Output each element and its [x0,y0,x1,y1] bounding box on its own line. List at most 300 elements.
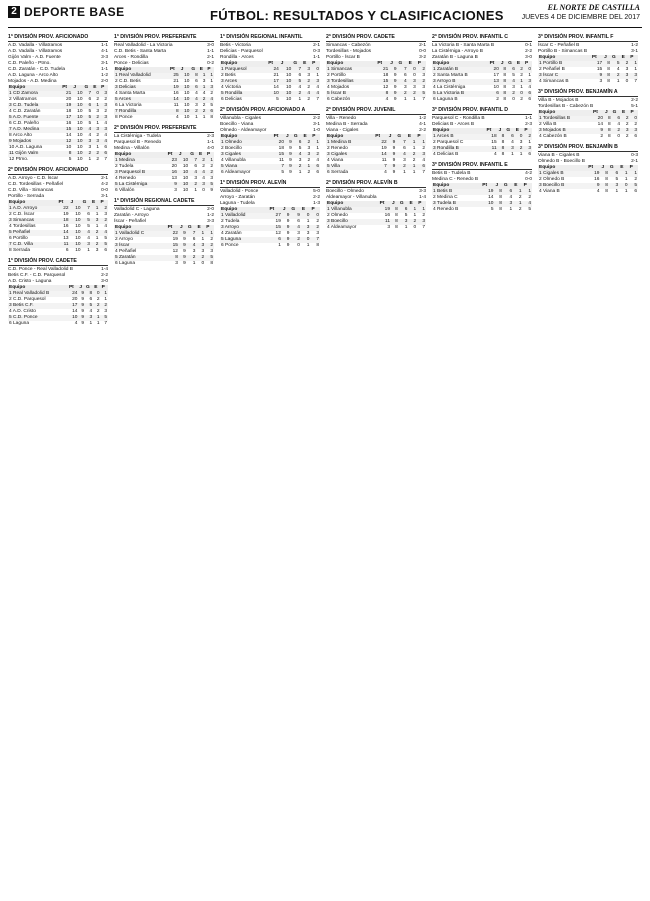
table-cell: 1 [278,243,281,248]
table-header-cell: P [310,207,320,213]
table-cell: 18 [382,73,389,78]
table-cell: 5 [85,303,93,309]
table-cell: 2 [515,146,524,152]
match-teams: C.D. Paleño - Ptmo. [8,61,51,66]
table-cell: 1 [407,164,417,170]
table-cell: 1 [199,73,207,79]
table-cell: 10 A.D. Laguna [9,145,43,150]
match-score: 2-0 [207,207,214,212]
table-header-cell: Pt [167,152,178,158]
table-cell: 10 [182,164,189,169]
table-row [326,170,426,176]
table-cell: 2 [625,122,629,127]
table-cell: 9 [183,237,186,242]
match-score: 3-3 [207,219,214,224]
table-cell: 22 [167,231,179,237]
table-cell: 1 [413,213,417,218]
table-cell: 1 Valladolid C [114,231,167,237]
table-cell: 4 [88,133,92,138]
table-cell: 3 Arroyo B [432,79,489,85]
table-header-cell: E [619,165,628,171]
table-cell: 1 [407,140,417,146]
table-cell: 2 [311,152,320,158]
match-teams: Valladolid C - Laguna [114,207,160,212]
table-cell: 8 [500,67,507,73]
table-cell: 1 [206,73,214,79]
page-title: FÚTBOL: RESULTADOS Y CLASIFICACIONES [210,8,504,23]
division-title: 1ª DIVISIÓN PROV. ALEVÍN [220,180,320,188]
table-cell: 9 [289,158,292,163]
table-cell: 4 [293,152,303,158]
table-cell: 6 [507,67,516,73]
table-cell: 1 [96,145,100,150]
table-cell: 2 Betis [221,73,236,78]
standings-table [220,134,320,176]
table-cell: 15 [273,152,285,158]
match-score: 4-2 [101,182,108,187]
table-cell: 19 [587,171,600,177]
table-cell: 8 [607,79,610,84]
table-cell: 1 [194,188,197,193]
match-score: 3-1 [313,122,320,127]
table-cell: 9 [78,303,85,309]
table-cell: 2 Portillo [327,73,346,78]
table-cell: 3 [104,309,107,314]
match-score: 4-1 [101,49,108,54]
match-teams: C.D. Ponce - Real Valladolid B [8,267,73,272]
table-header-cell: J [391,201,399,207]
table-cell: 10 [66,145,72,150]
table-row [538,134,638,140]
table-cell: 4 [104,224,107,229]
table-cell: 6 [206,109,214,115]
match-teams: Viana - Cigales [326,128,359,133]
table-cell: 1 Villanubla [326,207,379,213]
match-teams: Portillo - Serrada [8,194,44,199]
match-teams: Boecillo - Olmedo [326,189,364,194]
table-cell: 10 [77,157,83,162]
table-header-cell: E [513,183,522,189]
match-score: 1-1 [101,43,108,48]
match-teams: A.D. Cristo - Laguna [8,279,52,284]
table-cell: 12 [275,231,281,236]
table-cell: 5 Laguna [220,237,268,243]
match-score: 2-3 [525,122,532,127]
table-cell: 1 [196,231,205,237]
table-cell: 4 [596,189,600,194]
table-cell: 13 [63,236,69,241]
table-cell: 0 [93,291,100,297]
match-teams: Boecillo - Viana [220,122,254,127]
table-cell: 15 [596,67,603,72]
match-score: 1-4 [101,267,108,272]
table-cell: 21 [376,67,389,73]
standings-table [432,183,532,213]
table-cell: 0 [201,261,205,266]
table-cell: 1 [87,248,90,253]
match-teams: Laguna - Tudela [220,201,255,206]
table-cell: 2 Parquesol C [433,140,464,145]
table-cell: 20 [72,297,78,302]
table-cell: 5 Zaratán [114,255,167,261]
table-cell: 4 Villanubla [221,158,246,163]
table-cell: 5 [68,157,72,162]
results-column [114,32,214,894]
division-block [8,258,108,327]
table-cell: 3 Boecillo [326,219,379,225]
table-cell: 1 Portillo B [538,61,591,67]
table-cell: 3 [92,127,100,133]
table-header-cell: G [293,134,303,140]
division-block [8,167,108,254]
table-cell: 2 [189,182,198,188]
table-cell: 10 [72,139,83,145]
table-header-cell: J [604,110,612,116]
table-cell: 8 Serrada [9,248,31,253]
table-cell: 4 [302,91,311,97]
table-cell: 2 Peñafiel B [539,67,565,72]
table-cell: 17 [61,115,72,121]
table-cell: 3 [100,103,108,109]
table-cell: 2 [307,85,311,90]
table-cell: 10 [180,85,191,91]
table-header-cell: J [178,152,189,158]
table-cell: 1 [311,140,320,146]
table-row [432,97,532,103]
table-cell: 6 [88,97,92,102]
table-cell: 4 [82,230,91,236]
match-score: 1-1 [313,55,320,60]
match-teams: La Cistérniga - Arroyo B [432,49,483,54]
division-title: 1ª DIVISIÓN PROV. CADETE [8,258,108,266]
match-teams: Aldeamayor - Villanubla [326,195,377,200]
table-cell: 3 [85,315,93,321]
match-teams: Tordesillas B - Cabezón B [538,104,594,109]
table-cell: 8 [85,291,93,297]
table-cell: 6 [399,207,409,213]
table-row [114,188,214,194]
table-row [220,170,320,176]
match-score: 3-0 [525,55,532,60]
table-cell: 6 [503,189,513,195]
division-title: 2ª DIVISIÓN PROV. AFICIONADO A [220,107,320,115]
match-score: 2-2 [419,128,426,133]
table-cell: 9 [78,315,85,321]
division-block [114,198,214,267]
table-cell: 8 [603,73,611,79]
table-cell: 0 [625,79,629,84]
table-cell: 8 [167,255,179,261]
table-cell: 21 [61,91,72,97]
table-cell: 2 Tudela [221,219,240,224]
match-teams: Ponce - Delicias [114,61,149,66]
table-cell: 3 [505,146,514,152]
match-score: 2-1 [419,43,426,48]
table-cell: 2 [307,158,311,163]
table-cell: 1 [206,158,214,164]
table-cell: 0 [516,91,524,97]
table-header-cell: Equipo [326,61,376,67]
match-score: 2-2 [101,273,108,278]
table-cell: 4 [74,321,78,326]
table-cell: 10 [178,182,189,188]
table-cell: 4 [89,309,93,314]
table-cell: 4 [398,79,408,85]
table-header-cell: E [93,285,100,291]
table-cell: 10 [280,91,293,97]
table-header-cell: G [399,201,409,207]
table-cell: 1 [616,79,620,84]
table-cell: 4 Mojados [327,85,350,90]
table-cell: 21 [273,73,279,78]
table-cell: 4 [396,152,407,158]
table-cell: 3 [519,140,523,145]
table-cell: 6 [65,248,69,253]
table-cell: 4 [100,139,108,145]
table-cell: 2 [91,242,100,248]
table-cell: 9 [290,213,301,219]
match-teams: Medina C - Renedo B [432,177,479,182]
table-cell: 6 Serrada [327,170,349,175]
table-cell: 1 [528,140,531,145]
table-cell: 5 [629,183,638,189]
table-cell: 2 [412,158,416,163]
table-cell: 5 [104,236,107,241]
table-cell: 3 [621,73,630,79]
table-cell: 8 [494,189,502,195]
table-cell: 24 [267,67,280,73]
table-header-cell: Pt [169,67,180,73]
table-cell: 1 [201,237,205,242]
table-cell: 11 [58,242,70,248]
table-cell: 2 [625,134,629,139]
table-cell: 2 [206,170,214,176]
table-cell: 10 [77,145,83,150]
table-header-cell: Equipo [432,128,486,134]
table-cell: 3 [301,225,311,231]
match-score: 1-1 [101,67,108,72]
table-cell: 6 Cabezón [327,97,351,102]
table-cell: 7 Rondilla [114,109,169,115]
table-cell: 10 [70,242,82,248]
table-cell: 1 [192,261,196,266]
table-cell: 3 [198,182,206,188]
table-cell: 8 [499,207,502,212]
table-cell: 1 [516,79,524,85]
table-cell: 9 [210,188,213,193]
match-score: 3-2 [419,55,426,60]
table-header-cell: J [179,225,187,231]
division-title: 3ª DIVISIÓN PROV. BENJAMÍN A [538,89,638,97]
table-cell: 1 Parquesol [220,67,267,73]
table-cell: 4 [87,236,90,241]
table-cell: 1 [403,170,406,175]
standings-table [8,285,108,327]
table-cell: 8 [169,109,180,115]
table-cell: 1 [298,97,302,102]
table-cell: 19 [275,219,281,224]
table-header-cell: J [78,285,85,291]
table-cell: 20 [273,140,285,146]
table-cell: 10 [75,248,81,253]
table-cell: 4 [528,85,531,90]
table-cell: 4 La Cistérniga [433,85,466,90]
table-cell: 6 [195,79,198,84]
table-cell: 3 [399,219,409,225]
table-cell: 14 [488,195,494,200]
table-cell: 4 A.D. Cristo [9,309,36,314]
match-teams: Viana B - Cigales B [538,153,580,158]
table-cell: 1 [629,61,638,67]
table-cell: 11 [173,103,179,108]
table-header-cell: Pt [374,134,387,140]
table-header-cell: J [282,207,291,213]
table-header-cell: E [408,201,417,207]
table-cell: 18 [278,146,284,151]
match-score: 0-0 [525,177,532,182]
division-block [538,34,638,85]
table-cell: 0 [310,213,320,219]
table-cell: 9 [179,231,187,237]
table-header-cell: J [72,85,83,91]
division-title: 2ª DIVISIÓN PROV. CADETE [326,34,426,42]
table-cell: 3 Mojados B [538,128,592,134]
table-header-cell: Equipo [432,183,481,189]
table-cell: 3 [92,139,100,145]
table-cell: 7 [396,140,407,146]
table-cell: 3 [194,176,197,181]
table-cell: 2 Villa B [539,122,557,127]
table-header-cell: P [629,55,638,61]
table-header-cell: J [500,61,507,67]
table-cell: 7 [634,79,637,84]
match-teams: C.D. Betis - Santa Marta [114,49,166,54]
table-cell: 5 Íscar B [326,91,376,97]
table-cell: 7 [422,170,425,175]
table-cell: 4 [507,79,516,85]
table-cell: 2 [307,170,311,175]
table-cell: 15 [268,225,281,231]
match-score: 0-2 [207,61,214,66]
table-cell: 1 [95,212,99,217]
table-cell: 2 C.D. Betis [115,79,141,84]
table-cell: 6 [297,219,300,224]
table-cell: 3 Tudela B [432,201,481,207]
table-header-cell: E [302,61,311,67]
match-teams: C.D. Zaratán - C.D. Tudela [8,67,66,72]
match-teams: Portillo B - Simancas B [538,49,588,54]
results-column [326,32,426,894]
table-cell: 4 Viana B [539,189,560,194]
standings-table [114,152,214,194]
table-cell: 4 [616,67,620,72]
match-score: 3-1 [631,49,638,54]
table-cell: 4 Tordesillas [9,224,36,229]
match-score: 2-2 [313,195,320,200]
table-cell: 2 Boecillo [221,146,242,151]
table-header-cell: Equipo [326,134,374,140]
table-cell: 10 [184,115,190,120]
table-cell: 14 [597,122,604,127]
table-cell: 20 [66,97,72,102]
table-cell: 3 Íscar [114,243,167,249]
table-header-cell: G [85,285,93,291]
table-cell: 2 [210,91,213,96]
table-cell: 7 [398,67,408,73]
table-cell: 14 [374,152,387,158]
division-block [8,34,108,163]
table-header-cell: Pt [379,201,391,207]
table-row [432,152,532,158]
table-cell: 4 [298,85,302,90]
table-cell: 9 [389,91,397,97]
table-cell: 8 [498,134,506,140]
table-cell: 6 [403,73,407,78]
table-cell: 9 [587,183,600,189]
table-cell: 10 [70,230,82,236]
table-header-cell: Equipo [114,225,167,231]
table-header-cell: J [498,128,506,134]
standings-table [8,200,108,254]
table-cell: 7 [187,231,197,237]
table-cell: 8 [500,91,507,97]
match-score: 3-1 [101,61,108,66]
table-cell: 2 [84,151,93,157]
table-cell: 25 [169,73,180,79]
division-title: 3ª DIVISIÓN PROV. BENJAMÍN B [538,144,638,152]
table-cell: 9 [286,219,290,224]
table-cell: 10 [77,133,83,138]
match-teams: La Victoria B - Santa Marta B [432,43,495,48]
table-cell: 5 [404,213,408,218]
table-cell: 19 [381,146,387,151]
match-teams: Medina - Villalón [114,146,150,151]
table-cell: 4 [198,170,206,176]
table-cell: 6 [403,146,406,151]
table-cell: 3 [629,128,638,134]
match-score: 4-1 [419,122,426,127]
table-cell: 2 [528,195,531,200]
table-cell: 8 [494,201,502,207]
match-teams: Mojados - A.D. Medina [8,79,57,84]
match-score: 2-3 [207,134,214,139]
table-cell: 6 [104,145,107,150]
table-cell: 3 [408,79,417,85]
table-cell: 19 [172,237,178,242]
table-header-cell: P [416,134,426,140]
table-cell: 1 Real Valladolid B [8,291,68,297]
match-score: 0-3 [631,153,638,158]
table-cell: 3 [524,79,532,85]
table-cell: 4 [104,121,107,126]
table-cell: 8 Arco Alto [9,133,32,138]
table-cell: 6 [416,164,426,170]
table-cell: 8 [605,177,608,182]
table-cell: 3 Parquesol B [114,170,167,176]
table-cell: 2 [196,255,205,261]
table-header-cell: Pt [481,183,494,189]
table-cell: 6 Delicias [221,97,242,102]
table-header-cell: E [198,152,206,158]
division-block [114,34,214,121]
table-header-cell: G [290,207,301,213]
table-cell: 1 [104,297,107,302]
table-cell: 3 [100,91,108,97]
table-cell: 5 [281,170,284,175]
match-score: 0-1 [525,43,532,48]
table-cell: 8 [501,140,505,145]
table-cell: 3 [306,231,310,236]
